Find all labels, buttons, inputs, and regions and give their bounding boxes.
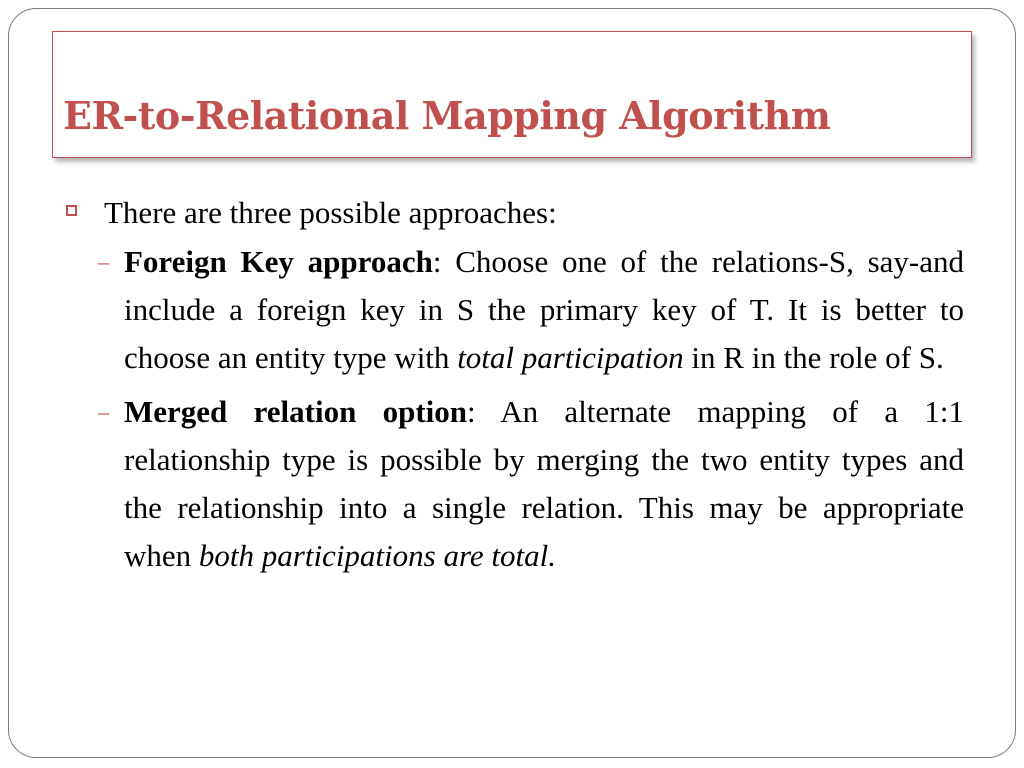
bullet-text: There are three possible approaches: bbox=[104, 195, 557, 230]
sub-bullet-text: Choose one of the relations-S, say-and include a foreign key in S the primary key of T. It is better to choose an entity type with bbox=[124, 244, 964, 375]
dash-icon: – bbox=[98, 249, 109, 274]
title-box bbox=[52, 31, 972, 158]
emphasis-total-participation: total participation bbox=[457, 340, 684, 375]
term-foreign-key: Foreign Key approach bbox=[124, 244, 433, 279]
dash-icon: – bbox=[98, 399, 109, 424]
bullet-item bbox=[60, 190, 964, 236]
sub-bullet-text: An alternate mapping of a 1:1 relationship type is possible by merging the two entity types and the relationship into a single relation. This may be appropriate when bbox=[124, 394, 964, 573]
slide-title: ER-to-Relational Mapping Algorithm bbox=[63, 93, 831, 138]
square-bullet-icon bbox=[66, 205, 77, 216]
term-merged-relation: Merged relation option bbox=[124, 394, 468, 429]
sub-bullet-foreign-key bbox=[60, 238, 964, 382]
sub-bullet-merged-relation bbox=[60, 388, 964, 580]
slide-content bbox=[60, 190, 964, 586]
sub-bullet-text-end: in R in the role of S. bbox=[683, 340, 944, 375]
term-separator: : bbox=[467, 394, 501, 429]
term-separator: : bbox=[432, 244, 456, 279]
emphasis-both-total: both participations are total. bbox=[198, 538, 556, 573]
sub-bullet-list bbox=[60, 238, 964, 580]
